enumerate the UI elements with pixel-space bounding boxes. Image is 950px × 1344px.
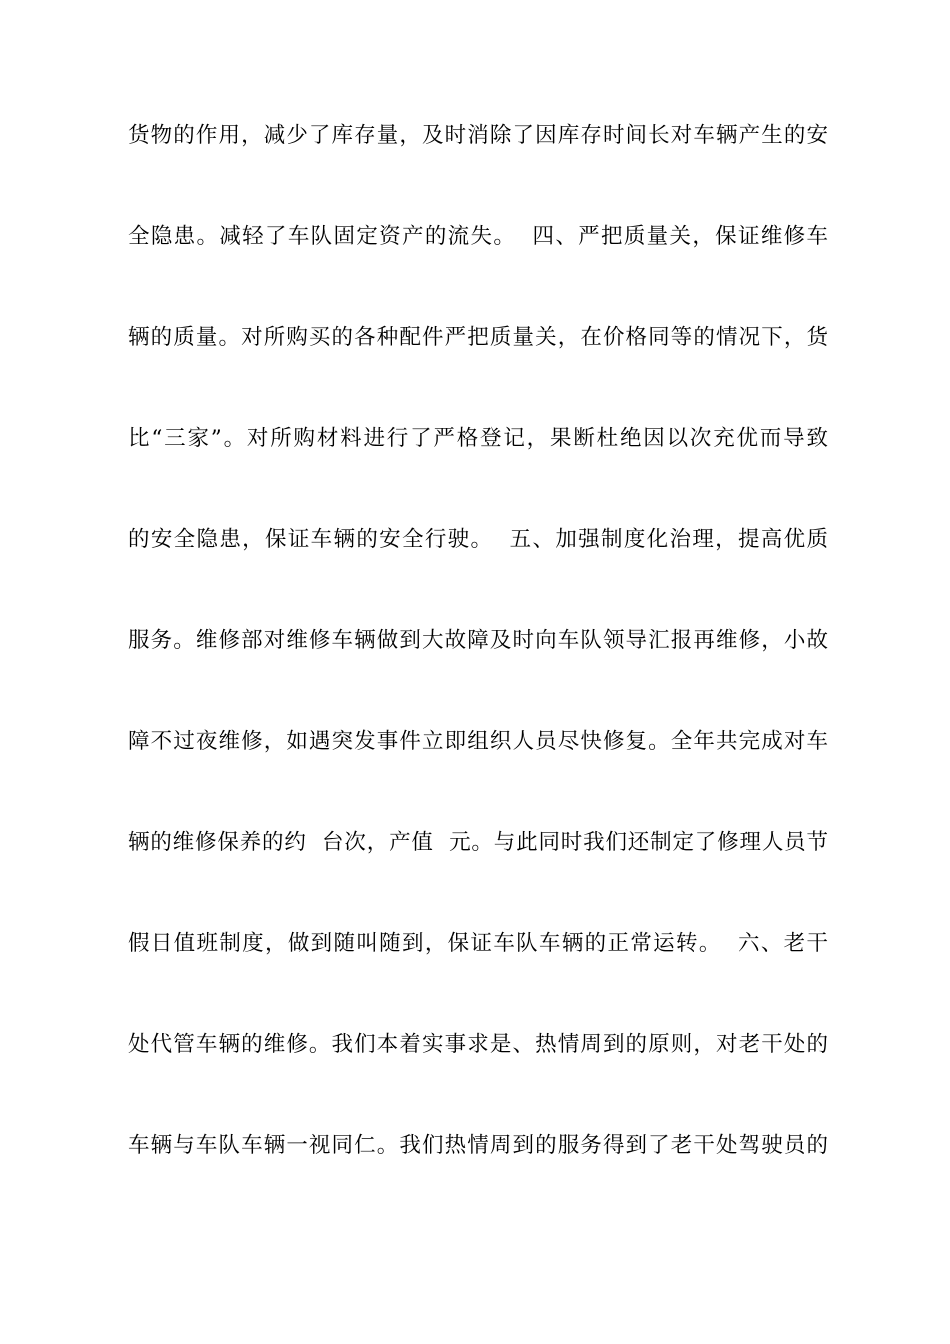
text-line: 车辆与车队车辆一视同仁。我们热情周到的服务得到了老干处驾驶员的 [128,1133,828,1158]
text-line: 障不过夜维修，如遇突发事件立即组织人员尽快修复。全年共完成对车 [128,729,828,754]
text-line: 全隐患。减轻了车队固定资产的流失。 四、严把质量关，保证维修车 [128,224,828,249]
text-line: 服务。维修部对维修车辆做到大故障及时向车队领导汇报再维修，小故 [128,628,828,653]
body-text [128,113,828,1224]
text-line: 货物的作用，减少了库存量，及时消除了因库存时间长对车辆产生的安 [128,123,828,148]
text-line: 辆的质量。对所购买的各种配件严把质量关，在价格同等的情况下，货 [128,325,828,350]
text-line: 辆的维修保养的约 台次，产值 元。与此同时我们还制定了修理人员节 [128,830,828,855]
text-line: 比“三家”。对所购材料进行了严格登记，果断杜绝因以次充优而导致 [128,426,828,451]
text-line: 的安全隐患，保证车辆的安全行驶。 五、加强制度化治理，提高优质 [128,527,828,552]
text-line: 处代管车辆的维修。我们本着实事求是、热情周到的原则，对老干处的 [128,1032,828,1057]
text-line: 假日值班制度，做到随叫随到，保证车队车辆的正常运转。 六、老干 [128,931,828,956]
